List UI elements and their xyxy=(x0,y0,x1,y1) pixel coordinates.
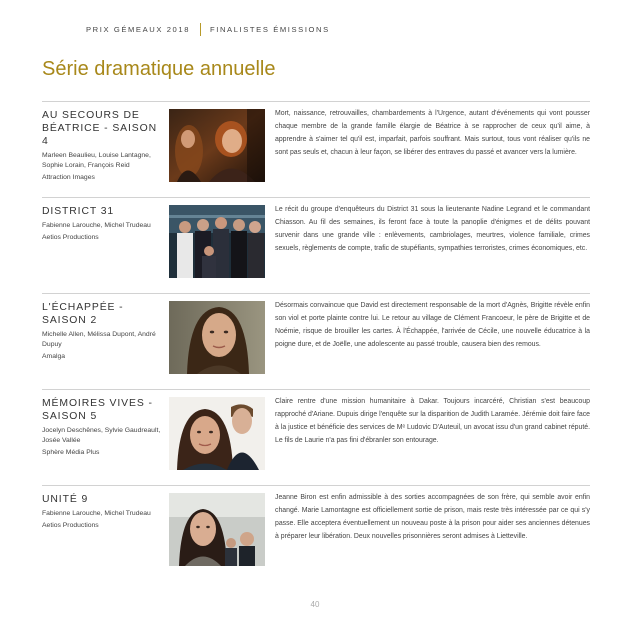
finalist-entry xyxy=(42,101,590,191)
entry-meta xyxy=(42,109,166,183)
show-still-image xyxy=(169,301,265,374)
show-title: MÉMOIRES VIVES - SAISON 5 xyxy=(42,398,153,422)
show-description: Désormais convaincue que David est directement responsable de la mort d'Agnès, Brigitte révèle enfin son viol et porte plainte contre lui. Le retour au village de Clément Francoeur, le père de Brigitte et de Noémie, risque de brouiller les cartes. À l'Échappée, l'arrivée de Cécile, une nouvelle éducatrice à la poigne dure, et de Joëlle, une adolescente au passé trouble, causera bien des remous. xyxy=(275,302,590,348)
show-description: Jeanne Biron est enfin admissible à des sorties accompagnées de son frère, qui semble avoir enfin changé. Marie Lamontagne est officiellement sortie de prison, mais reste très intéressée par ce qui s'y passe. Elle acceptera éventuellement un nouveau poste à la prison pour aider ses anciennes détenues à préparer leur libération. Deux nouvelles prisonnières seront admises à Lietteville. xyxy=(275,494,590,540)
producer-credits: Jocelyn Deschênes, Sylvie Gaudreault, Josée Vallée xyxy=(42,427,161,444)
entry-meta xyxy=(42,205,166,243)
entry-meta xyxy=(42,301,166,362)
page-number: 40 xyxy=(310,600,320,609)
show-description: Claire rentre d'une mission humanitaire à Dakar. Toujours incarcéré, Christian s'est beaucoup rapproché d'Ariane. Dupuis dirige l'enquête sur la disparition de Judith Laramée. Jérémie doit faire face à la justice et bénéficie des services de Mᵉ Ludovic D'Auteuil, un avocat issu d'un grand cabinet réputé. Le fils de Laurie n'a pas fini d'ébranler son entourage. xyxy=(275,398,590,444)
entry-divider xyxy=(42,485,590,486)
producer-credits: Michelle Allen, Mélissa Dupont, André Dupuy xyxy=(42,331,156,348)
production-company: Sphère Média Plus xyxy=(42,449,100,456)
entry-meta xyxy=(42,493,166,531)
entry-divider xyxy=(42,101,590,102)
show-title: L'ÉCHAPPÉE - SAISON 2 xyxy=(42,302,124,326)
header-award-label: PRIX GÉMEAUX 2018 xyxy=(86,24,191,34)
show-description: Mort, naissance, retrouvailles, chambardements à l'Urgence, autant d'événements qui vont pousser chaque membre de la grande famille élargie de Béatrice à se rapprocher de ceux qu'il aime, à apprendre à s'aimer tel qu'il est, imparfait, parfois souffrant. Mais surtout, tous vont réaliser qu'ils ne sont pas seuls et, chacun à leur façon, se libérer des entraves du passé et avancer vers la lumière. xyxy=(275,110,590,156)
show-title: DISTRICT 31 xyxy=(42,206,115,217)
header-category-label: FINALISTES ÉMISSIONS xyxy=(210,24,330,34)
production-company: Attraction Images xyxy=(42,174,95,181)
section-title: Série dramatique annuelle xyxy=(42,58,276,80)
entry-divider xyxy=(42,197,590,198)
finalist-entry xyxy=(42,389,590,479)
show-title: UNITÉ 9 xyxy=(42,494,89,505)
production-company: Aetios Productions xyxy=(42,234,99,241)
production-company: Amalga xyxy=(42,353,66,360)
production-company: Aetios Productions xyxy=(42,522,99,529)
show-still-image xyxy=(169,109,265,182)
show-description: Le récit du groupe d'enquêteurs du District 31 sous la lieutenante Nadine Legrand et le commandant Chiasson. Au fil des semaines, ils feront face à toute la panoplie d'énigmes et de délits pouvant survenir dans une grande ville : enlèvements, cambriolages, meurtres, violence familiale, crimes sexuels, règlements de compte, trafic de stupéfiants, sympathies terroristes, crimes économiques, etc. xyxy=(275,206,590,252)
show-still-image xyxy=(169,397,265,470)
finalist-entry xyxy=(42,197,590,287)
entry-divider xyxy=(42,293,590,294)
producer-credits: Fabienne Larouche, Michel Trudeau xyxy=(42,510,151,517)
show-still-image xyxy=(169,493,265,566)
finalist-entry xyxy=(42,293,590,383)
page-header xyxy=(86,22,330,36)
header-divider xyxy=(200,23,201,36)
finalist-entry xyxy=(42,485,590,575)
show-still-image xyxy=(169,205,265,278)
entry-meta xyxy=(42,397,166,458)
show-title: AU SECOURS DE BÉATRICE - SAISON 4 xyxy=(42,110,157,147)
entry-divider xyxy=(42,389,590,390)
producer-credits: Marleen Beaulieu, Louise Lantagne, Sophie Lorain, François Reid xyxy=(42,152,151,169)
producer-credits: Fabienne Larouche, Michel Trudeau xyxy=(42,222,151,229)
